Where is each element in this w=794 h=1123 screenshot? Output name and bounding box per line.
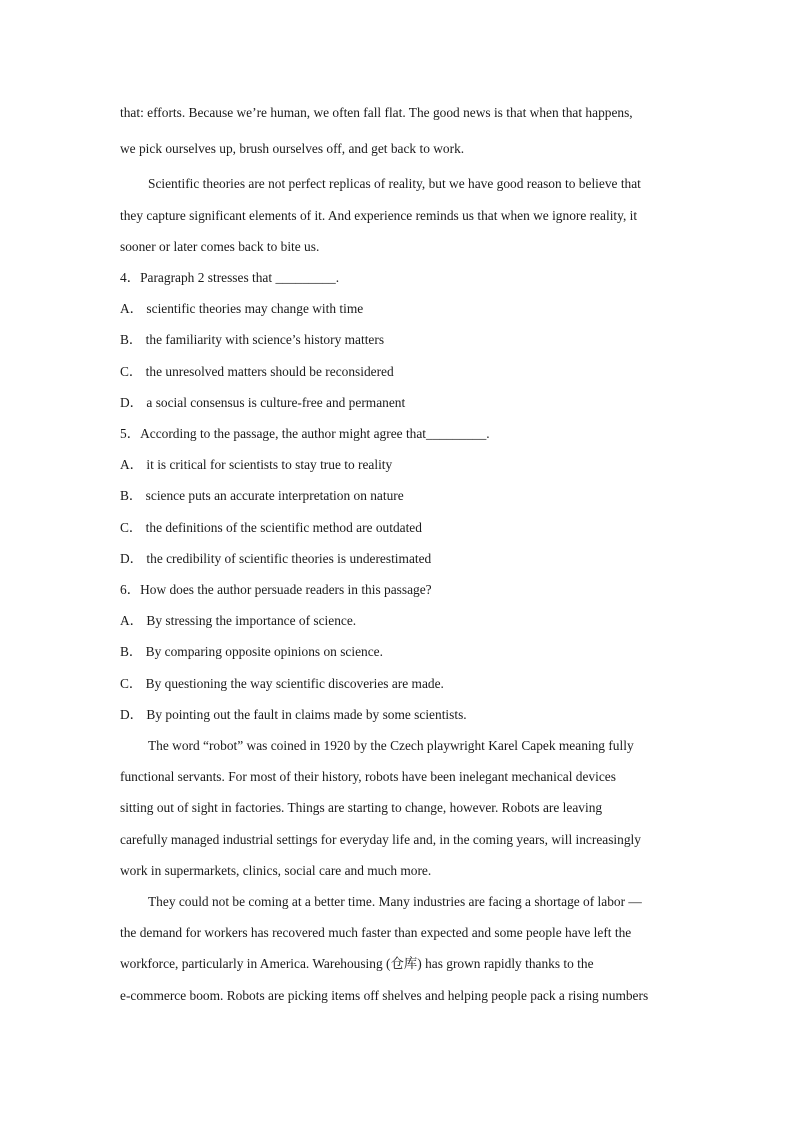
paragraph-line: workforce, particularly in America. Warehousing (仓库) has grown rapidly thanks to the: [120, 956, 594, 971]
paragraph-line: we pick ourselves up, brush ourselves off, and get back to work.: [120, 141, 465, 156]
paragraph-line: Scientific theories are not perfect replicas of reality, but we have good reason to believe that: [148, 176, 641, 191]
paragraph-line: They could not be coming at a better time. Many industries are facing a shortage of labor —: [148, 894, 642, 909]
paragraph-line: the demand for workers has recovered much faster than expected and some people have left the: [120, 925, 632, 940]
q5-option-c: C． the definitions of the scientific method are outdated: [120, 520, 422, 535]
question-6: 6．How does the author persuade readers in this passage?: [120, 582, 432, 597]
q6-option-d: D． By pointing out the fault in claims made by some scientists.: [120, 707, 467, 722]
paragraph-line: work in supermarkets, clinics, social care and much more.: [120, 863, 432, 878]
paragraph-line: that: efforts. Because we’re human, we often fall flat. The good news is that when that happens,: [120, 105, 633, 120]
q4-option-d: D． a social consensus is culture-free and permanent: [120, 395, 406, 410]
question-5: 5．According to the passage, the author might agree that_________.: [120, 426, 490, 441]
paragraph-line: carefully managed industrial settings for everyday life and, in the coming years, will increasingly: [120, 832, 641, 847]
q4-option-a: A． scientific theories may change with time: [120, 301, 364, 316]
q5-option-a: A． it is critical for scientists to stay true to reality: [120, 457, 393, 472]
paragraph-line: they capture significant elements of it. And experience reminds us that when we ignore reality, it: [120, 208, 638, 223]
q6-option-b: B． By comparing opposite opinions on science.: [120, 644, 383, 659]
q5-option-d: D． the credibility of scientific theories is underestimated: [120, 551, 432, 566]
q4-option-c: C． the unresolved matters should be reconsidered: [120, 364, 394, 379]
paragraph-line: sooner or later comes back to bite us.: [120, 239, 320, 254]
question-4: 4．Paragraph 2 stresses that _________.: [120, 270, 340, 285]
q5-option-b: B． science puts an accurate interpretation on nature: [120, 488, 404, 503]
paragraph-line: The word “robot” was coined in 1920 by the Czech playwright Karel Capek meaning fully: [148, 738, 634, 753]
paragraph-line: e-commerce boom. Robots are picking items off shelves and helping people pack a rising numbers: [120, 988, 649, 1003]
q6-option-a: A． By stressing the importance of science.: [120, 613, 357, 628]
q4-option-b: B． the familiarity with science’s history matters: [120, 332, 385, 347]
paragraph-line: sitting out of sight in factories. Things are starting to change, however. Robots are leaving: [120, 800, 603, 815]
paragraph-line: functional servants. For most of their history, robots have been inelegant mechanical devices: [120, 769, 616, 784]
q6-option-c: C． By questioning the way scientific discoveries are made.: [120, 676, 444, 691]
